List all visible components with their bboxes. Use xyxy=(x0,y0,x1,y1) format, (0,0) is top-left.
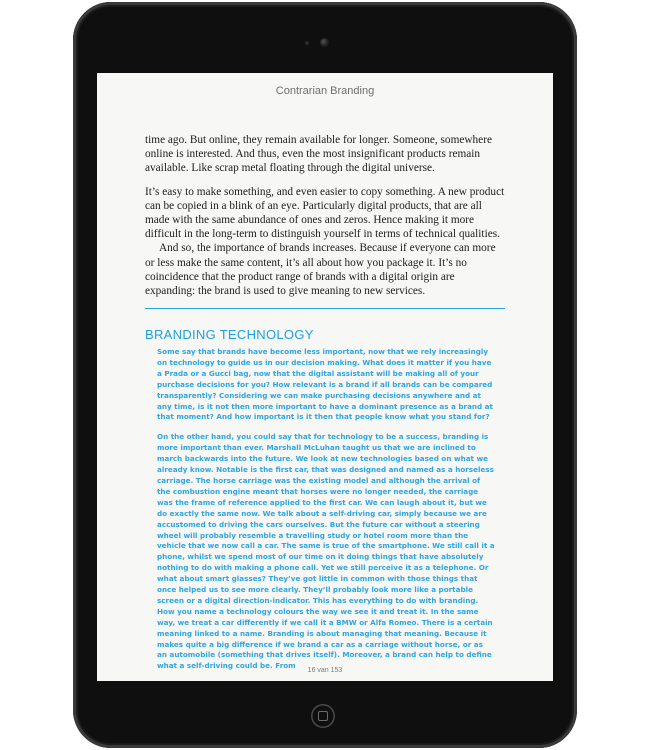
tablet-device xyxy=(73,2,577,748)
body-paragraph: And so, the importance of brands increases. Because if everyone can more or less make the same content, it’s all about how you package it. It’s no coincidence that the product range of brands with a digital origin are expanding: the brand is used to give meaning to new services. xyxy=(145,242,496,298)
body-paragraph: It’s easy to make something, and even easier to copy something. A new product can be copied in a blink of an eye. Particularly digital products, that are all made with the same abundance of ones and zeros. Hence making it more difficult in the long-term to distinguish yourself in terms of technical qualities. xyxy=(145,185,505,241)
body-paragraph: time ago. But online, they remain available for longer. Someone, somewhere online is interested. And thus, even the most insignificant products remain available. Like scrap metal floating through the digital universe. xyxy=(145,134,492,175)
section-divider xyxy=(145,308,505,309)
page-indicator: 16 van 153 xyxy=(307,667,343,674)
section-text xyxy=(157,347,495,672)
section-paragraph: On the other hand, you could say that for technology to be a success, branding is more important than ever. Marshall McLuhan taught us that we are inclined to march backwards into the future. We look at new technologies based on what we already know. Notable is the first car, that was designed and named as a horseless carriage. The horse carriage was the existing model and although the arrival of the combustion engine meant that horses were no longer needed, the carriage was the frame of reference applied to the first car. We can laugh about it, but we do exactly the same now. We talk about a self-driving car, simply because we are accustomed to driving the cars ourselves. But the future car without a steering wheel will probably resemble a travelling study or hotel room more than the vehicle that we now call a car. The same is true of the smartphone. We still call it a phone, whilst we spend most of our time on it doing things that have absolutely nothing to do with making a phone call. Yet we still perceive it as a telephone. Or what about smart glasses? They’ve got little in common with those things that once helped us to see more clearly. They’ll probably look more like a portable screen or a digital direction-indicator. This has everything to do with branding. How you name a technology colours the way we see it and treat it. In the same way, we treat a car differently if we call it a BMW or Alfa Romeo. There is a certain meaning linked to a name. Branding is about managing that meaning. Because it makes quite a big difference if we brand a car as a carriage without horse, or as an automobile (something that drives itself). Moreover, a brand can help to define what a self-driving could be. From xyxy=(157,432,495,671)
book-title: Contrarian Branding xyxy=(275,85,375,97)
section-heading: BRANDING TECHNOLOGY xyxy=(145,327,314,342)
sensor-icon xyxy=(305,41,309,45)
home-square-icon xyxy=(318,711,328,721)
reader-screen[interactable] xyxy=(97,73,553,681)
camera-icon xyxy=(320,38,329,47)
body-text xyxy=(145,133,505,298)
home-button-icon[interactable] xyxy=(311,704,335,728)
section-paragraph: Some say that brands have become less important, now that we rely increasingly on technology to guide us in our decision making. What does it matter if you have a Prada or a Gucci bag, now that the digital assistant will be making all of your purchase decisions for you? How relevant is a brand if all brands can be compared transparently? Considering we can make purchasing decisions anywhere and at any time, is it not then more important to have a dominant presence as a brand at that moment? And how important is it then that people know what you stand for? xyxy=(157,347,493,422)
